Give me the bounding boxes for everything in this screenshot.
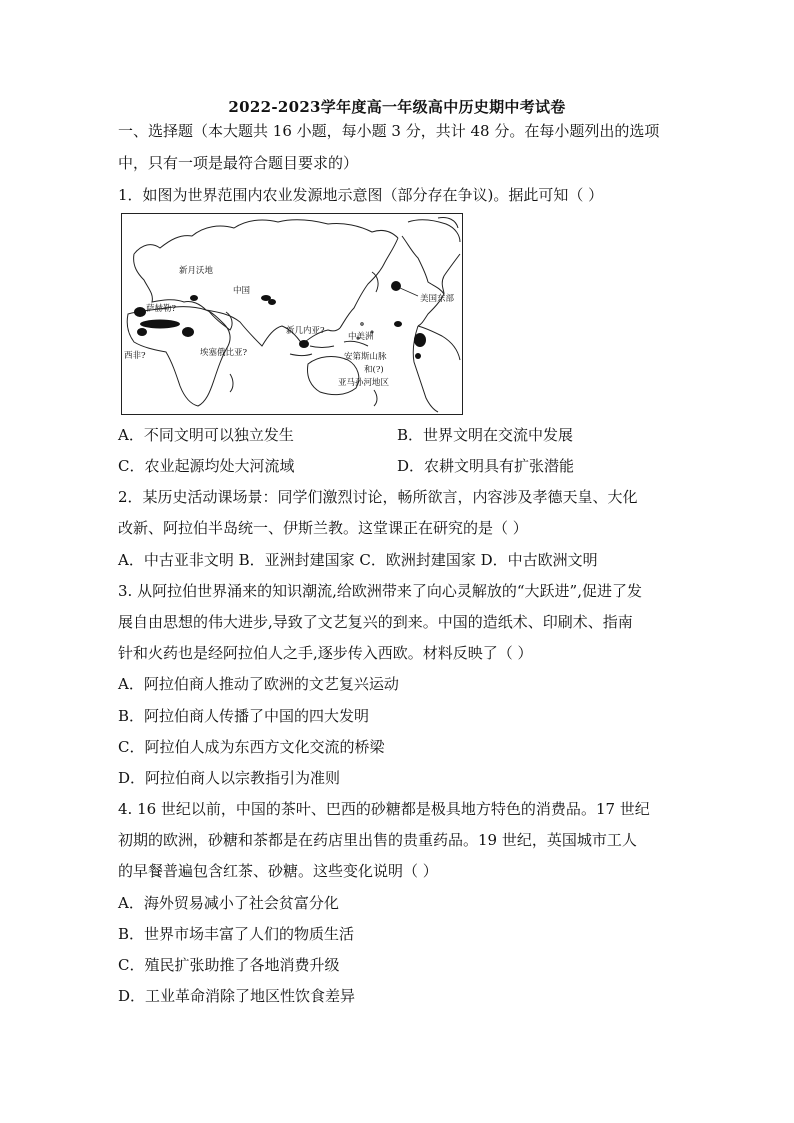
world-agriculture-map: [121, 213, 463, 415]
q4-stem-line3: 的早餐普遍包含红茶、砂糖。这些变化说明（ ）: [118, 862, 438, 880]
q4-option-a: A．海外贸易减小了社会贫富分化: [118, 894, 339, 912]
q1-stem: 1．如图为世界范围内农业发源地示意图（部分存在争议)。据此可知（ ）: [118, 186, 604, 204]
q4-option-b: B．世界市场丰富了人们的物质生活: [118, 925, 355, 943]
map-label-china: 中国: [233, 286, 251, 296]
map-label-fertile-crescent: 新月沃地: [179, 266, 214, 276]
q4-option-d: D．工业革命消除了地区性饮食差异: [118, 987, 356, 1005]
section-heading-line1: 一、选择题（本大题共 16 小题，每小题 3 分，共计 48 分。在每小题列出的选项: [118, 122, 660, 140]
q4-stem-line2: 初期的欧洲，砂糖和茶都是在药店里出售的贵重药品。19 世纪，英国城市工人: [118, 831, 637, 849]
exam-title: 2022-2023学年度高一年级高中历史期中考试卷: [228, 98, 566, 116]
q2-stem-line2: 改新、阿拉伯半岛统一、伊斯兰教。这堂课正在研究的是（ ）: [118, 519, 528, 537]
q3-option-c: C．阿拉伯人成为东西方文化交流的桥梁: [118, 738, 385, 756]
map-label-new-guinea: 新几内亚?: [286, 326, 325, 336]
q3-stem-line3: 针和火药也是经阿拉伯人之手,逐步传入西欧。材料反映了（ ）: [118, 644, 533, 662]
map-label-ethiopia: 埃塞俄比亚?: [200, 348, 248, 358]
q1-option-d: D．农耕文明具有扩张潜能: [397, 457, 575, 475]
q2-stem-line1: 2．某历史活动课场景：同学们激烈讨论，畅所欲言，内容涉及孝德天皇、大化: [118, 488, 638, 506]
q1-option-c: C．农业起源均处大河流域: [118, 457, 295, 475]
q1-option-a: A．不同文明可以独立发生: [118, 426, 294, 444]
map-label-us-east: 美国东部: [420, 294, 455, 304]
map-label-central-america: 中美洲: [348, 332, 374, 342]
map-label-sahel: 萨赫勒?: [146, 304, 177, 314]
map-label-andes: 安第斯山脉: [344, 352, 387, 362]
q4-option-c: C．殖民扩张助推了各地消费升级: [118, 956, 340, 974]
q3-stem-line1: 3. 从阿拉伯世界涌来的知识潮流,给欧洲带来了向心灵解放的“大跃进”,促进了发: [118, 582, 642, 600]
map-label-west-africa: 西非?: [124, 351, 146, 361]
q3-option-b: B．阿拉伯商人传播了中国的四大发明: [118, 707, 370, 725]
q3-option-d: D．阿拉伯商人以宗教指引为准则: [118, 769, 341, 787]
q1-option-b: B．世界文明在交流中发展: [397, 426, 574, 444]
q4-stem-line1: 4. 16 世纪以前，中国的茶叶、巴西的砂糖都是极具地方特色的消费品。17 世纪: [118, 800, 650, 818]
section-heading-line2: 中，只有一项是最符合题目要求的）: [118, 154, 359, 172]
q3-option-a: A．阿拉伯商人推动了欧洲的文艺复兴运动: [118, 675, 399, 693]
map-label-amazon: 亚马孙河地区: [338, 378, 390, 388]
map-label-andes-and: 和(?): [364, 365, 384, 375]
q3-stem-line2: 展自由思想的伟大进步,导致了文艺复兴的到来。中国的造纸术、印刷术、指南: [118, 613, 633, 631]
q2-options: A．中古亚非文明 B．亚洲封建国家 C．欧洲封建国家 D．中古欧洲文明: [118, 551, 598, 569]
